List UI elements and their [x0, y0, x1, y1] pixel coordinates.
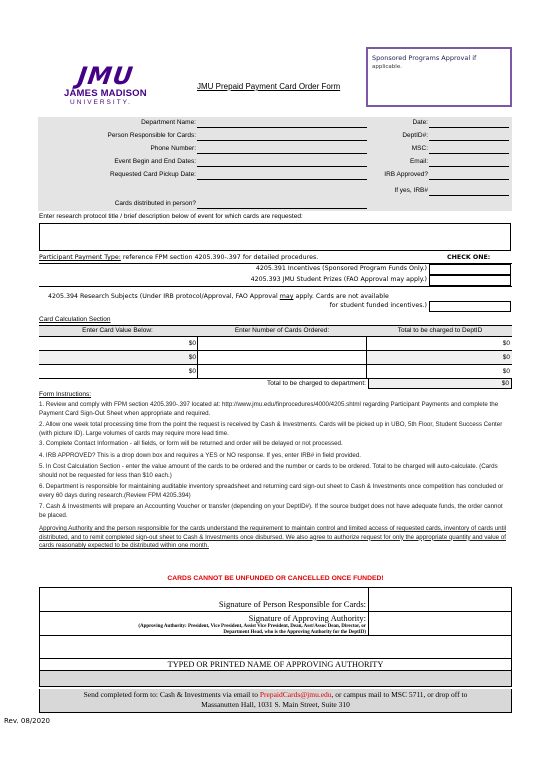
calc-row-count[interactable] [197, 337, 367, 350]
deptid-label: DeptID#: [402, 132, 428, 139]
participant-type-line [39, 254, 318, 261]
approver-signature-row [40, 612, 511, 636]
send-email-link[interactable]: PrepaidCards@jmu.edu [259, 690, 332, 699]
email-field[interactable] [429, 166, 509, 167]
calc-header-count: Enter Number of Cards Ordered: [234, 327, 330, 334]
instruction-item: 6. Department is responsible for maintaining auditable inventory spreadsheet and returning card sign-out sheet to Cash & Investments once competition has concluded or every 60 days during research.(Review FPM 4205.394) [39, 483, 504, 499]
approver-note-2: Department Head, who is the Approving Authority for the DeptID) [223, 630, 366, 635]
calc-row-value[interactable]: $0 [188, 354, 196, 361]
instructions-title: Form Instructions: [39, 391, 92, 398]
msc-label: MSC: [411, 145, 428, 152]
approver-signature-field[interactable] [368, 612, 511, 635]
sponsored-approval-box[interactable] [366, 47, 512, 107]
research-description-box[interactable] [39, 223, 511, 251]
person-responsible-label: Person Responsible for Cards: [107, 132, 196, 139]
irb-number-label: If yes, IRB# [394, 187, 428, 194]
pickup-date-field[interactable] [197, 179, 367, 180]
person-signature-field[interactable] [368, 588, 511, 611]
calc-row-total: $0 [502, 354, 510, 361]
option-incentives-label: 4205.391 Incentives (Sponsored Program Funds Only.) [255, 265, 427, 272]
calc-total-value: $0 [501, 380, 509, 387]
approver-note-1: (Approving Authority: President, Vice President, Assist Vice President, Dean, Asst/Assoc Dean, Director, or [138, 624, 366, 629]
revision-label: Rev. 08/2020 [4, 717, 50, 725]
logo-university: UNIVERSITY. [70, 99, 132, 106]
logo-name: JAMES MADISON [64, 88, 147, 99]
option-research-subjects-check[interactable] [429, 301, 511, 312]
calc-row-value[interactable]: $0 [188, 368, 196, 375]
send-text-c: Massanutten Hall, 1031 S. Main Street, Suite 310 [201, 700, 350, 709]
irb-approved-field[interactable] [429, 179, 509, 180]
participant-type-reference: reference FPM section 4205.390-.397 for detailed procedures. [120, 254, 319, 261]
email-label: Email: [409, 158, 428, 165]
calc-row-count[interactable] [197, 351, 367, 364]
cancel-warning: CARDS CANNOT BE UNFUNDED OR CANCELLED ONCE FUNDED! [167, 575, 384, 582]
footer-band [40, 670, 511, 686]
typed-name-label: TYPED OR PRINTED NAME OF APPROVING AUTHORITY [40, 658, 511, 669]
person-signature-label: Signature of Person Responsible for Cards: [218, 599, 366, 609]
option-student-prizes-check[interactable] [429, 275, 511, 286]
phone-label: Phone Number: [150, 145, 196, 152]
option-research-text-a: 4205.394 Research Subjects (Under IRB protocol/Approval, FAO Approval [48, 293, 280, 300]
calc-header-value: Enter Card Value Below: [82, 327, 153, 334]
option-research-subjects-label [48, 293, 389, 300]
date-label: Date: [412, 119, 428, 126]
option-student-prizes-label: 4205.393 JMU Student Prizes (FAO Approval may apply.) [250, 276, 427, 283]
distributed-field[interactable] [197, 208, 367, 209]
distributed-label: Cards distributed in person? [114, 200, 196, 207]
calc-header-total: Total to be charged to DeptID [397, 327, 483, 334]
irb-approved-label: IRB Approved? [384, 171, 428, 178]
option-research-text-b: apply. Cards are not available [293, 293, 389, 300]
signature-block [39, 587, 512, 687]
calc-header-row [39, 326, 512, 337]
instruction-item: 7. Cash & Investments will prepare an Accounting Voucher or transfer (depending on your DeptID#). If the source budget does not have adequate funds, the order cannot be placed. [39, 503, 503, 519]
logo-jmu-mark: JMU [76, 62, 136, 90]
option-incentives-check[interactable] [429, 264, 511, 275]
form-title: JMU Prepaid Payment Card Order Form [197, 82, 341, 91]
send-text-a: Send completed form to: Cash & Investments via email to [83, 690, 260, 699]
phone-field[interactable] [197, 153, 367, 154]
approver-name-field[interactable] [40, 636, 511, 656]
option-research-text-may: may [279, 293, 294, 300]
participant-options-rule [39, 286, 512, 287]
calc-row [39, 337, 512, 351]
check-one-label: CHECK ONE: [447, 254, 491, 261]
calc-table [39, 325, 512, 378]
calc-row-total: $0 [502, 368, 510, 375]
department-name-label: Department Name: [141, 119, 196, 126]
person-responsible-field[interactable] [197, 140, 367, 141]
person-signature-row [40, 588, 511, 612]
option-research-text-c: for student funded incentives.) [329, 302, 427, 309]
deptid-field[interactable] [429, 140, 509, 141]
calc-row [39, 351, 512, 365]
event-dates-field[interactable] [197, 166, 367, 167]
calc-row-value[interactable]: $0 [188, 340, 196, 347]
approver-signature-label: Signature of Approving Authority: [248, 613, 366, 623]
calc-total-label: Total to be charged to department: [266, 380, 366, 387]
send-text-b: , or campus mail to MSC 5711, or drop off to [331, 690, 468, 699]
pickup-date-label: Requested Card Pickup Date: [110, 171, 196, 178]
msc-field[interactable] [429, 153, 509, 154]
instruction-item: 2. Allow one week total processing time from the point the request is received by Cash & Investments. Cards will be picked up in UBO, 5th Floor, Student Success Center (with picture ID). Large volumes of cards may require more lead time. [39, 421, 503, 437]
calc-section-title: Card Calculation Section [39, 316, 111, 323]
approval-agreement-text: Approving Authority and the person responsible for the cards understand the requirement to maintain control and limited access of requested cards, inventory of cards until distributed, and to remit completed sign-out sheet to Cash & Investments once disbursed. We also agree to authorize request for only the appropriate quantity and value of cards reasonably expected to be distributed within one month. [39, 525, 507, 549]
date-field[interactable] [429, 127, 509, 128]
sponsored-approval-sublabel: applicable. [372, 64, 402, 70]
instruction-item: 1. Review and comply with FPM section 4205.390-.397 located at: http://www.jmu.edu/finprocedures/4000/4205.shtml regarding Participant Payments and complete the Payment Card Sign-Out Sheet when appropriate and required. [39, 401, 499, 417]
calc-row [39, 365, 512, 379]
participant-type-title: Participant Payment Type: [39, 254, 121, 261]
irb-number-field[interactable] [429, 195, 509, 196]
calc-row-count[interactable] [197, 365, 367, 378]
research-prompt: Enter research protocol title / brief description below of event for which cards are requested: [39, 213, 303, 220]
department-name-field[interactable] [197, 127, 367, 128]
send-instructions [39, 689, 512, 713]
instruction-item: 3. Complete Contact Information - all fields, or form will be returned and order will be delayed or not processed. [39, 440, 343, 447]
sponsored-approval-label: Sponsored Programs Approval if [372, 54, 477, 62]
instruction-item: 5. In Cost Calculation Section - enter the value amount of the cards to be ordered and the number or cards to be ordered. Total to be charged will auto-calculate. (Cards should not be requested for less than $10 each.) [39, 463, 498, 479]
calc-total-value-box [368, 378, 512, 389]
calc-row-total: $0 [502, 340, 510, 347]
instruction-item: 4. IRB APPROVED? This is a drop down box and requires a YES or NO response. If yes, enter IRB# in field provided. [39, 452, 362, 459]
event-dates-label: Event Begin and End Dates: [114, 158, 196, 165]
